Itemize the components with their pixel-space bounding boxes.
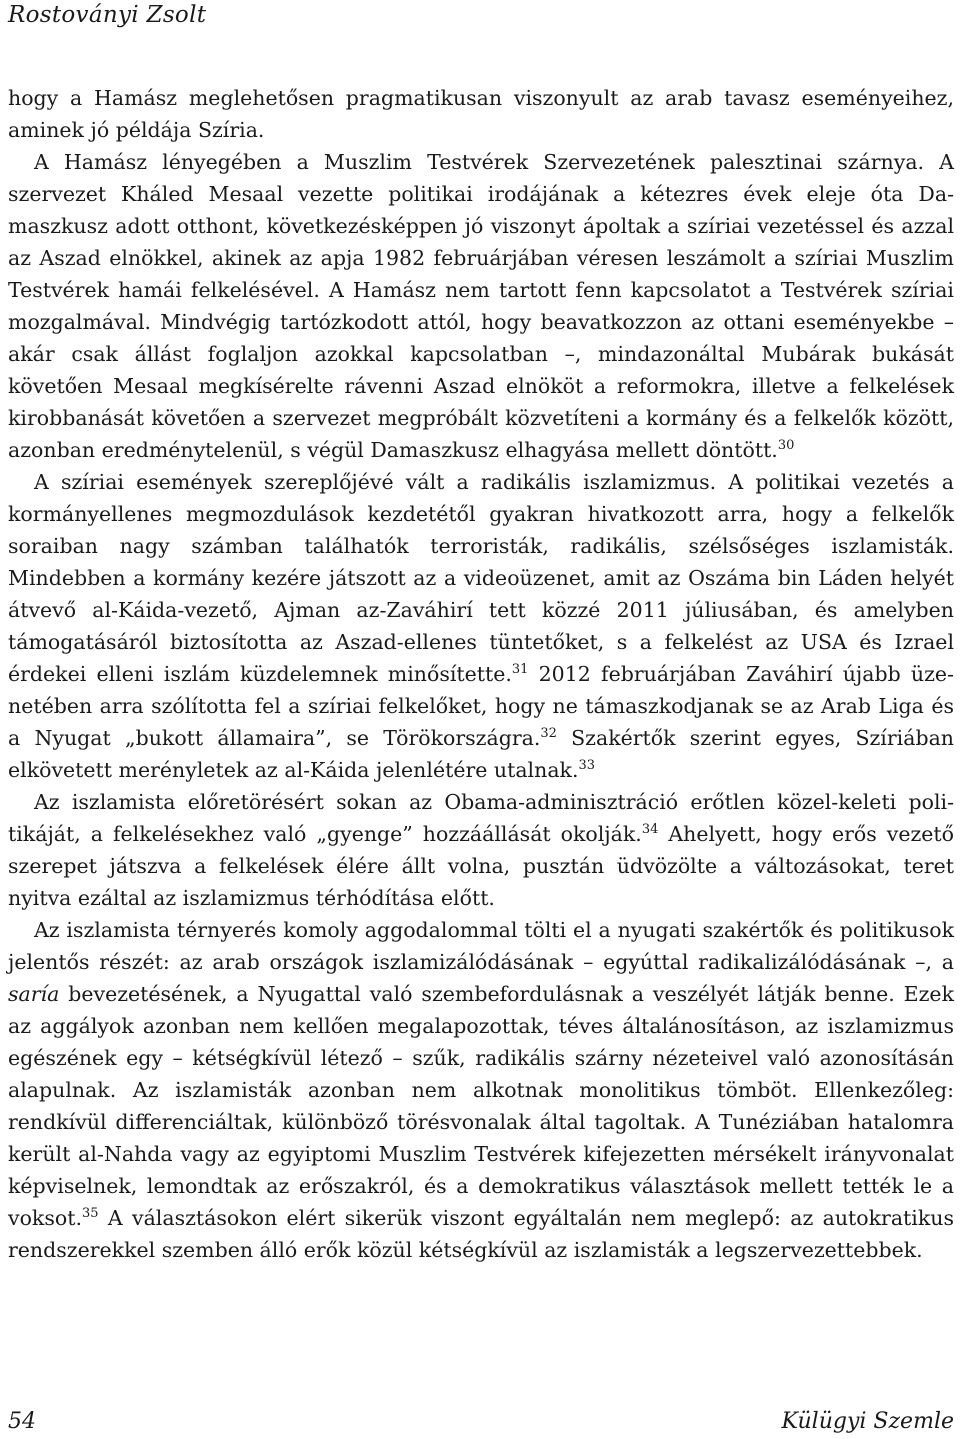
italic-term: saría	[8, 982, 60, 1006]
text-run: Ahelyett, hogy erős vezető szerepet játszva a felkelések élére állt volna, pusztán üdvözölte a változásokat, teret nyitva ezáltal az iszlamizmus térhódítása előtt.	[8, 822, 954, 910]
footnote-ref: 31	[511, 662, 529, 677]
page-number: 54	[8, 1409, 36, 1434]
footnote-ref: 34	[641, 822, 659, 837]
footnote-ref: 32	[540, 726, 557, 741]
text-run: Az iszlamista térnyerés komoly aggodalommal tölti el a nyugati szakértők és politikusok jelentős részét: az arab országok iszlamizálódásának – egyúttal radikalizálódásának –, a	[8, 918, 954, 974]
page-footer	[8, 1408, 954, 1436]
footnote-ref: 33	[578, 758, 596, 773]
paragraph	[8, 914, 954, 1266]
paragraph	[8, 146, 954, 466]
article-body	[8, 82, 954, 1266]
text-run: hogy a Hamász meglehetősen pragmatikusan viszonyult az arab tavasz eseményeihez, aminek jó példája Szíria.	[8, 86, 954, 142]
text-run: Az iszlamista előretörésért sokan az Obama-adminisztráció erőtlen közel-keleti politikáját, a felkelésekhez való „gyenge” hozzáállását okolják.	[8, 790, 954, 846]
paragraph	[8, 82, 954, 146]
journal-title: Külügyi Szemle	[781, 1409, 954, 1434]
running-head-author: Rostoványi Zsolt	[8, 2, 207, 28]
text-run: A Hamász lényegében a Muszlim Testvérek Szervezetének palesztinai szárnya. A szervezet Kháled Mesaal vezette politikai irodájának a kétezres évek eleje óta Damaszkusz adott otthont, következésképpen jó viszonyt ápoltak a szíriai vezetéssel és azzal az Aszad elnökkel, akinek az apja 1982 februárjában véresen leszámolt a szíriai Muszlim Testvérek hamái felkelésével. A Hamász nem tartott fenn kapcsolatot a Testvérek szíriai mozgalmával. Mindvégig tartózkodott attól, hogy beavatkozzon az ottani eseményekbe – akár csak állást foglaljon azokkal kapcsolatban –, mindazonáltal Mubárak bukását követően Mesaal megkísérelte rávenni Aszad elnököt a reformokra, illetve a felkelések kirobbanását követően a szervezet megpróbált közvetíteni a kormány és a felkelők között, azonban eredménytelenül, s végül Damaszkusz elhagyása mellett döntött.	[8, 150, 954, 462]
paragraph	[8, 466, 954, 786]
footnote-ref: 35	[81, 1206, 99, 1221]
text-run: A választásokon elért sikerük viszont egyáltalán nem meglepő: az autokratikus rendszerekkel szemben álló erők közül kétségkívül az iszlamisták a legszervezettebbek.	[8, 1206, 954, 1262]
footnote-ref: 30	[777, 438, 795, 453]
text-run: A szíriai események szereplőjévé vált a radikális iszlamizmus. A politikai vezetés a kormányellenes megmozdulások kezdetétől gyakran hivatkozott arra, hogy a felkelők soraiban nagy számban találhatók terroristák, radikális, szélsőséges iszlamisták. Mindebben a kormány kezére játszott az a videoüzenet, amit az Oszáma bin Láden helyét átvevő al-Káida-vezető, Ajman az-Zaváhirí tett közzé 2011 júliusában, és amelyben támogatásáról biztosította az Aszad-ellenes tüntetőket, s a felkelést az USA és Izrael érdekei elleni iszlám küzdelemnek minősítette.	[8, 470, 954, 686]
paragraph	[8, 786, 954, 914]
text-run: 2012 februárjában Zaváhirí újabb üzenetében arra szólította fel a szíriai felkelőket, hogy ne támaszkodjanak se az Arab Liga és a Nyugat „bukott államaira”, se Törökországra.	[8, 662, 954, 750]
text-run: bevezetésének, a Nyugattal való szembefordulásnak a veszélyét látják benne. Ezek az aggályok azonban nem kellően megalapozottak, téves általánosításon, az iszlamizmus egészének egy – kétségkívül létező – szűk, radikális szárny nézeteivel való azonosításán alapulnak. Az iszlamisták azonban nem alkotnak monolitikus tömböt. Ellenkezőleg: rendkívül differenciáltak, különböző törésvonalak által tagoltak. A Tunéziában hatalomra került al-Nahda vagy az egyiptomi Muszlim Testvérek kifejezetten mérsékelt irányvonalat képviselnek, lemondtak az erőszakról, és a demokratikus választások mellett tették le a voksot.	[8, 982, 954, 1230]
text-run: Szakértők szerint egyes, Szíriában elkövetett merényletek az al-Káida jelenlétére utalnak.	[8, 726, 954, 782]
